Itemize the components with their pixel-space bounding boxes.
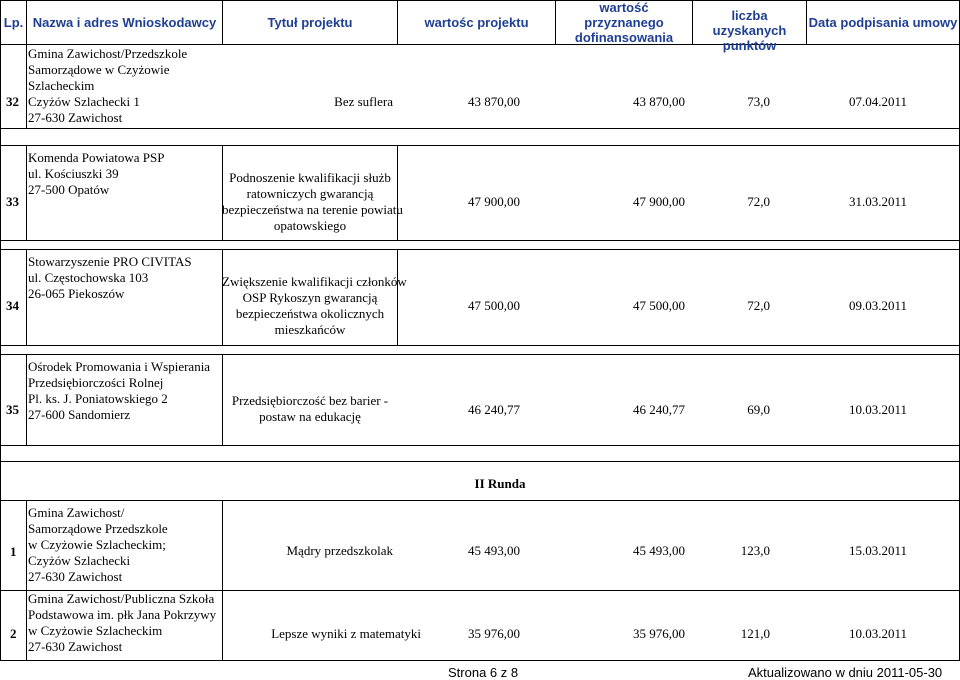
row-lp: 32 — [6, 94, 19, 109]
row-date: 07.04.2011 — [848, 94, 907, 109]
header-cofunding: wartość przyznanego dofinansowania — [574, 0, 674, 45]
row-value: 35 976,00 — [468, 626, 520, 641]
round-title: II Runda — [474, 476, 526, 491]
rule — [0, 500, 960, 501]
row-date: 31.03.2011 — [848, 194, 907, 209]
row-applicant: Stowarzyszenie PRO CIVITAS ul. Częstochowska 103 26-065 Piekoszów — [28, 254, 192, 301]
rule — [0, 44, 960, 45]
row-lp: 35 — [6, 402, 19, 417]
row-value: 47 900,00 — [468, 194, 520, 209]
row-cofunding: 47 500,00 — [633, 298, 685, 313]
row-points: 72,0 — [747, 298, 770, 313]
header-lp: Lp. — [3, 15, 24, 30]
row-value: 43 870,00 — [468, 94, 520, 109]
rule — [0, 354, 960, 355]
rule — [0, 0, 960, 1]
row-applicant: Komenda Powiatowa PSP ul. Kościuszki 39 27-500 Opatów — [28, 150, 165, 197]
rule — [26, 500, 27, 661]
rule — [0, 345, 960, 346]
row-date: 10.03.2011 — [848, 402, 907, 417]
row-applicant: Gmina Zawichost/ Samorządowe Przedszkole w Czyżowie Szlacheckim; Czyżów Szlachecki 27-630 Zawichost — [28, 505, 168, 584]
rule — [0, 445, 960, 446]
row-cofunding: 35 976,00 — [633, 626, 685, 641]
row-lp: 1 — [10, 544, 17, 559]
rule — [0, 0, 1, 661]
row-title: Zwiększenie kwalifikacji członków OSP Rykoszyn gwarancją bezpieczeństwa okolicznych mieszkańców — [222, 274, 407, 337]
rule — [0, 240, 960, 241]
updated-date: Aktualizowano w dniu 2011-05-30 — [748, 665, 943, 680]
rule — [0, 249, 960, 250]
row-applicant: Gmina Zawichost/Publiczna Szkoła Podstawowa im. płk Jana Pokrzywy w Czyżowie Szlacheckim 27-630 Zawichost — [28, 591, 217, 654]
row-points: 72,0 — [747, 194, 770, 209]
row-value: 47 500,00 — [468, 298, 520, 313]
header-points: liczba uzyskanych punktów — [712, 8, 787, 53]
page-number: Strona 6 z 8 — [448, 665, 519, 680]
rule — [0, 461, 960, 462]
row-title: Podnoszenie kwalifikacji służb ratowniczych gwarancją bezpieczeństwa na terenie powiatu opatowskiego — [222, 170, 403, 233]
header-title: Tytuł projektu — [267, 15, 353, 30]
header-date: Data podpisania umowy — [808, 15, 958, 30]
row-cofunding: 45 493,00 — [633, 543, 685, 558]
row-title: Mądry przedszkolak — [286, 543, 393, 558]
header-applicant: Nazwa i adres Wnioskodawcy — [32, 15, 217, 30]
row-lp: 34 — [6, 298, 19, 313]
rule — [26, 145, 27, 241]
row-value: 46 240,77 — [468, 402, 520, 417]
row-title: Lepsze wyniki z matematyki — [271, 626, 421, 641]
rule — [26, 354, 27, 446]
row-date: 15.03.2011 — [848, 543, 907, 558]
row-cofunding: 47 900,00 — [633, 194, 685, 209]
row-date: 10.03.2011 — [848, 626, 907, 641]
row-lp: 2 — [10, 626, 17, 641]
row-applicant: Ośrodek Promowania i Wspierania Przedsiębiorczości Rolnej Pl. ks. J. Poniatowskiego 2 27-600 Sandomierz — [28, 359, 211, 422]
header-value: wartośc projektu — [424, 15, 529, 30]
rule — [0, 128, 960, 129]
row-date: 09.03.2011 — [848, 298, 907, 313]
row-lp: 33 — [6, 194, 19, 209]
row-title: Bez suflera — [334, 94, 393, 109]
row-cofunding: 43 870,00 — [633, 94, 685, 109]
rule — [0, 145, 960, 146]
row-cofunding: 46 240,77 — [633, 402, 685, 417]
row-applicant: Gmina Zawichost/Przedszkole Samorządowe w Czyżowie Szlacheckim Czyżów Szlachecki 1 27-630 Zawichost — [28, 46, 188, 125]
row-points: 69,0 — [747, 402, 770, 417]
rule — [26, 44, 27, 129]
rule — [26, 249, 27, 346]
rule — [0, 660, 960, 661]
row-title: Przedsiębiorczość bez barier - postaw na edukację — [231, 393, 389, 424]
row-value: 45 493,00 — [468, 543, 520, 558]
row-points: 121,0 — [740, 626, 770, 641]
row-points: 73,0 — [747, 94, 770, 109]
row-points: 123,0 — [740, 543, 770, 558]
